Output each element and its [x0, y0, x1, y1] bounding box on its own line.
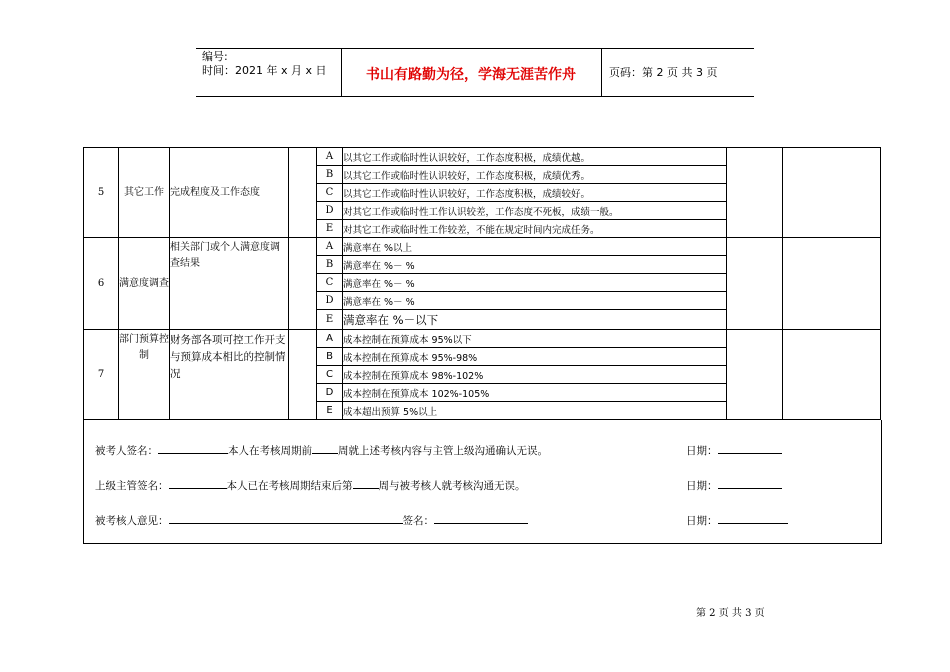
header-motto: 书山有路勤为径，学海无涯苦作舟 [366, 67, 576, 83]
grade-letter: B [317, 348, 343, 366]
date-label: 日期： [686, 480, 718, 492]
supervisor-date [686, 477, 782, 493]
reviewee-date-blank[interactable] [718, 442, 782, 454]
date-label: 日期： [686, 445, 718, 457]
grade-description: 成本超出预算 5%以上 [343, 402, 727, 420]
grade-description: 满意率在 %以上 [343, 238, 727, 256]
row-category: 满意度调查 [119, 238, 170, 330]
reviewee-date [686, 442, 782, 458]
reviewee-label: 被考人签名： [95, 445, 158, 457]
table-row [84, 330, 881, 348]
supervisor-text2: 周与被考核人就考核沟通无误。 [378, 480, 526, 492]
grade-description: 成本控制在预算成本 102%-105% [343, 384, 727, 402]
grade-description: 对其它工作或临时性工作认识较差，工作态度不死板，成绩一般。 [343, 202, 727, 220]
grade-letter: C [317, 274, 343, 292]
signature-section [83, 420, 882, 544]
date-label: 日期： [686, 515, 718, 527]
opinion-blank[interactable] [169, 512, 403, 524]
page-number-label: 页码：第 2 页 共 3 页 [609, 66, 718, 79]
header-top-rule [196, 48, 754, 49]
row-category: 部门预算控制 [119, 330, 170, 420]
blank-cell [289, 330, 317, 420]
row-number: 7 [84, 330, 119, 420]
opinion-line [95, 512, 528, 528]
score-cell [727, 148, 783, 238]
grade-letter: D [317, 292, 343, 310]
grade-letter: E [317, 310, 343, 330]
grade-description: 以其它工作或临时性认识较好，工作态度积极，成绩优越。 [343, 148, 727, 166]
remark-cell [783, 238, 881, 330]
supervisor-date-blank[interactable] [718, 477, 782, 489]
reviewee-signature-blank[interactable] [158, 442, 228, 454]
remark-cell [783, 330, 881, 420]
grade-letter: E [317, 402, 343, 420]
grade-description: 满意率在 %－ % [343, 292, 727, 310]
grade-description: 成本控制在预算成本 95%以下 [343, 330, 727, 348]
grade-letter: D [317, 384, 343, 402]
grade-description: 满意率在 %－以下 [343, 310, 727, 330]
score-cell [727, 238, 783, 330]
blank-cell [289, 238, 317, 330]
row-category: 其它工作 [119, 148, 170, 238]
reviewee-signature-line [95, 442, 548, 458]
row-number: 6 [84, 238, 119, 330]
supervisor-weeks-blank[interactable] [353, 477, 379, 489]
row-item: 完成程度及工作态度 [170, 148, 289, 238]
score-cell [727, 330, 783, 420]
page-footer: 第 2 页 共 3 页 [696, 608, 765, 619]
grade-letter: A [317, 148, 343, 166]
opinion-label: 被考核人意见： [95, 515, 169, 527]
grade-description: 以其它工作或临时性认识较好，工作态度积极，成绩优秀。 [343, 166, 727, 184]
header-divider-right [601, 48, 602, 96]
row-number: 5 [84, 148, 119, 238]
grade-letter: A [317, 330, 343, 348]
supervisor-signature-line [95, 477, 526, 493]
grade-description: 满意率在 %－ % [343, 256, 727, 274]
reviewee-text2: 周就上述考核内容与主管上级沟通确认无误。 [338, 445, 548, 457]
remark-cell [783, 148, 881, 238]
opinion-date [686, 512, 788, 528]
table-row [84, 148, 881, 166]
grade-letter: A [317, 238, 343, 256]
assessment-table [83, 147, 881, 420]
opinion-date-blank[interactable] [718, 512, 788, 524]
grade-letter: D [317, 202, 343, 220]
grade-letter: B [317, 256, 343, 274]
row-item: 相关部门或个人满意度调查结果 [170, 238, 289, 330]
row-item: 财务部各项可控工作开支与预算成本相比的控制情况 [170, 330, 289, 420]
supervisor-label: 上级主管签名： [95, 480, 169, 492]
doc-code-label: 编号: [202, 50, 228, 63]
grade-description: 成本控制在预算成本 95%-98% [343, 348, 727, 366]
grade-description: 以其它工作或临时性认识较好，工作态度积极，成绩较好。 [343, 184, 727, 202]
header-bottom-rule [196, 96, 754, 97]
blank-cell [289, 148, 317, 238]
supervisor-signature-blank[interactable] [169, 477, 227, 489]
reviewee-text1: 本人在考核周期前 [228, 445, 312, 457]
reviewee-weeks-blank[interactable] [312, 442, 338, 454]
doc-time-label: 时间：2021 年 x 月 x 日 [202, 64, 327, 77]
grade-description: 对其它工作或临时性工作较差，不能在规定时间内完成任务。 [343, 220, 727, 238]
grade-description: 成本控制在预算成本 98%-102% [343, 366, 727, 384]
grade-letter: B [317, 166, 343, 184]
supervisor-text1: 本人已在考核周期结束后第 [226, 480, 353, 492]
sign-label: 签名： [402, 515, 434, 527]
table-row [84, 238, 881, 256]
opinion-sign-blank[interactable] [434, 512, 528, 524]
grade-letter: C [317, 184, 343, 202]
grade-description: 满意率在 %－ % [343, 274, 727, 292]
grade-letter: C [317, 366, 343, 384]
grade-letter: E [317, 220, 343, 238]
